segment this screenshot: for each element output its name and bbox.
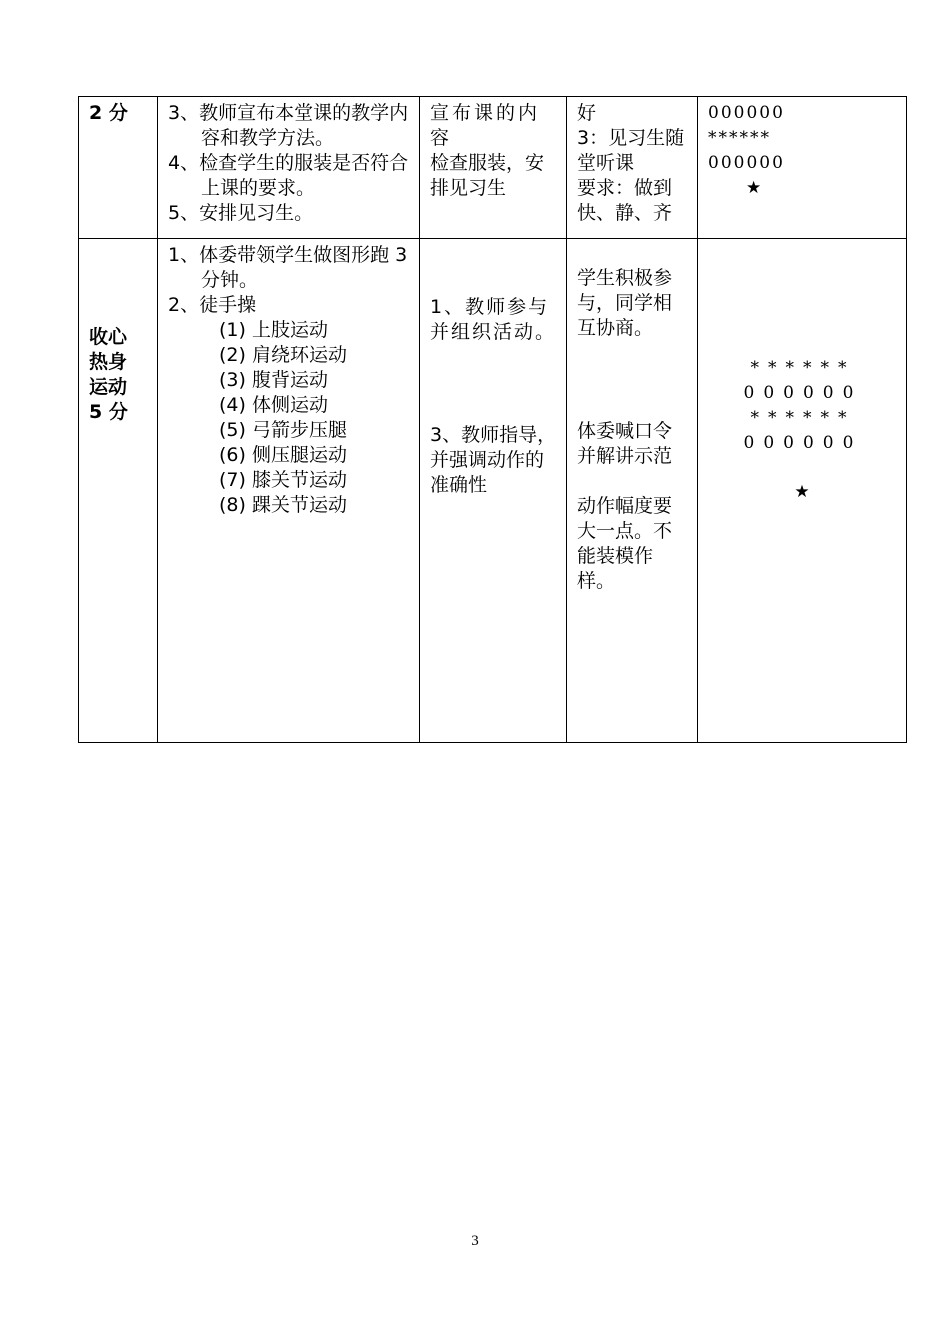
time-label: 收心	[89, 326, 128, 348]
table-row	[79, 97, 907, 239]
content-item: 5、安排见习生。	[168, 202, 314, 224]
teacher-position-star-icon: ★	[746, 178, 764, 198]
exercise-item: (2) 肩绕环运动	[219, 344, 347, 366]
page-number: 3	[471, 1233, 479, 1249]
exercise-item: (1) 上肢运动	[219, 319, 328, 341]
exercise-item: (3) 腹背运动	[219, 369, 328, 391]
exercise-item: (7) 膝关节运动	[219, 469, 347, 491]
student-item: 好	[577, 102, 597, 124]
content-item: 2、徒手操	[168, 294, 257, 316]
formation-diagram	[708, 101, 898, 201]
exercise-item: (4) 体侧运动	[219, 394, 328, 416]
content-item: 3、教师宣布本堂课的教学内容和教学方法。	[168, 102, 409, 149]
student-item: 要求：做到快、静、齐	[577, 177, 673, 224]
time-cell	[79, 239, 158, 743]
student-item: 动作幅度要大一点。不能装模作样。	[577, 495, 673, 592]
table-row	[79, 239, 907, 743]
exercise-item: (6) 侧压腿运动	[219, 444, 347, 466]
student-item: 3：见习生随堂听课	[577, 127, 685, 174]
time-cell	[79, 97, 158, 239]
exercise-item: (5) 弓箭步压腿	[219, 419, 347, 441]
formation-line: 000000	[708, 153, 785, 173]
formation-line: 000000	[743, 383, 863, 403]
time-label: 5 分	[89, 401, 128, 423]
formation-cell	[698, 239, 907, 743]
teacher-position-star-icon: ★	[794, 482, 812, 502]
teacher-item: 检查服装，安排见习生	[430, 152, 545, 199]
content-cell	[158, 97, 420, 239]
content-item: 1、体委带领学生做图形跑 3 分钟。	[168, 244, 408, 291]
content-item: 4、检查学生的服装是否符合上课的要求。	[168, 152, 409, 199]
teacher-cell	[420, 239, 567, 743]
teacher-item: 1、教师参与并组织活动。	[430, 296, 557, 343]
teacher-item: 宣布课的内容	[430, 102, 541, 149]
student-cell	[567, 239, 698, 743]
formation-cell	[698, 97, 907, 239]
formation-line: 000000	[743, 433, 863, 453]
teacher-cell	[420, 97, 567, 239]
formation-line: ******	[750, 358, 856, 378]
student-item: 体委喊口令并解讲示范	[577, 420, 673, 467]
content-cell	[158, 239, 420, 743]
time-label: 2 分	[89, 102, 128, 124]
teacher-item: 3、教师指导，并强调动作的准确性	[430, 424, 557, 496]
lesson-plan-table	[78, 96, 907, 743]
formation-diagram	[708, 356, 898, 505]
time-label: 热身	[89, 351, 128, 373]
exercise-item: (8) 踝关节运动	[219, 494, 347, 516]
student-item: 学生积极参与，同学相互协商。	[577, 267, 673, 339]
formation-line: ******	[708, 128, 771, 148]
time-label: 运动	[89, 376, 128, 398]
formation-line: 000000	[708, 103, 785, 123]
formation-line: ******	[750, 408, 856, 428]
student-cell	[567, 97, 698, 239]
